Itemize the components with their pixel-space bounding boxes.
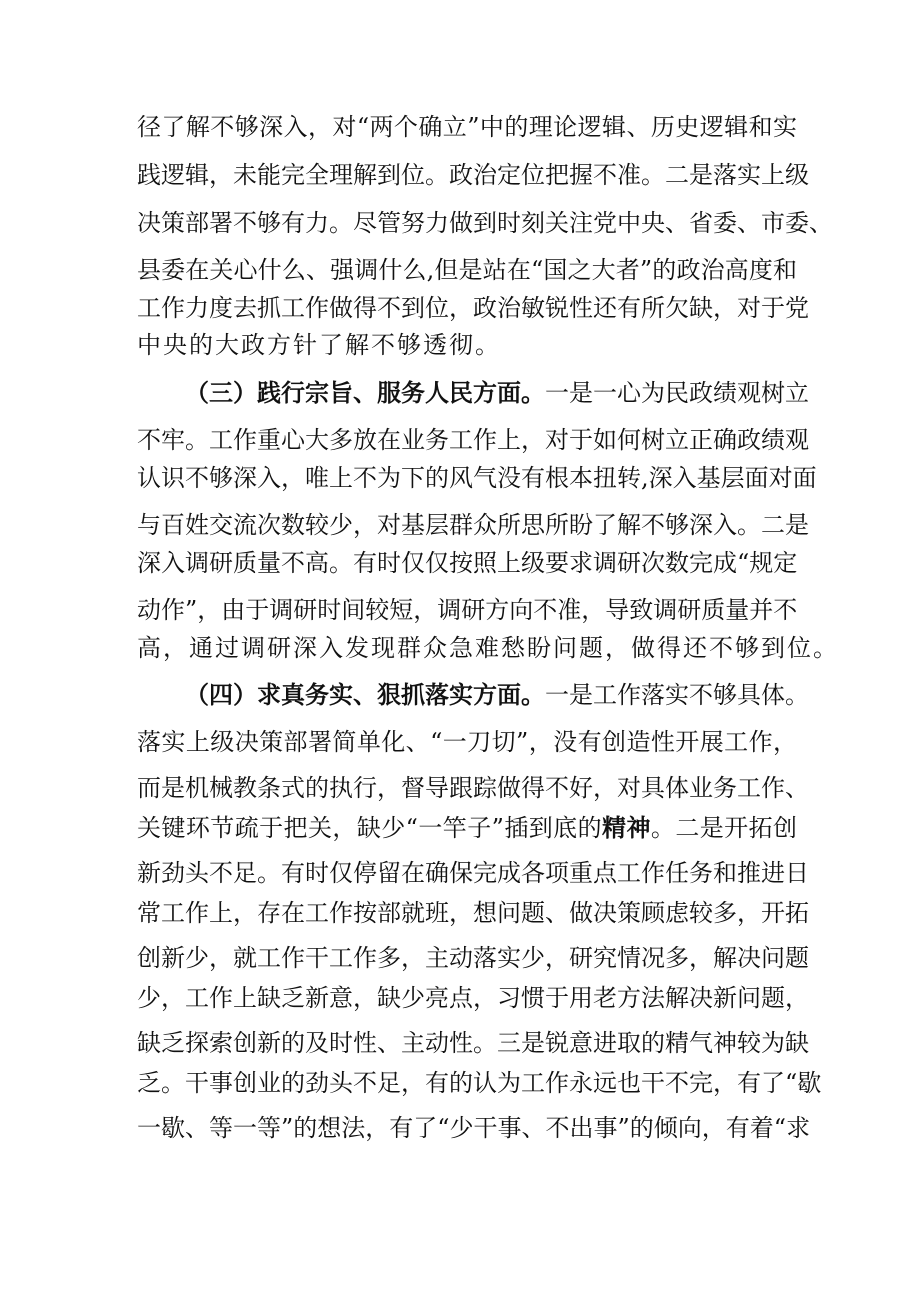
text-line: [137, 768, 809, 808]
bold-word: 精神: [602, 813, 651, 842]
line-text: 深入调研质量不高。有时仅仅按照上级要求调研次数完成“规定: [137, 549, 798, 577]
text-line: [137, 155, 809, 195]
line-text: 决策部署不够有力。尽管努力做到时刻关注党中央、省委、市委、: [137, 209, 833, 237]
line-text: 践逻辑，未能完全理解到位。政治定位把握不准。二是落实上级: [137, 161, 809, 189]
text-line: [137, 543, 797, 583]
line-text: 而是机械教条式的执行，督导跟踪做得不好，对具体业务工作、: [137, 774, 809, 802]
text-line: [137, 203, 833, 243]
text-line: [137, 325, 797, 365]
text-line: [137, 107, 797, 147]
section-heading: （三）践行宗旨、服务人民方面。: [185, 378, 545, 407]
text-line: [137, 250, 797, 290]
line-text: 中央的大政方针了解不够透彻。: [137, 331, 501, 359]
line-text: 新劲头不足。有时仅停留在确保完成各项重点工作任务和推进日: [137, 859, 809, 887]
text-line: [137, 505, 809, 545]
line-text: 一歇、等一等”的想法，有了“少干事、不出事”的倾向，有着“求: [137, 1114, 811, 1142]
section-heading-line: [185, 675, 809, 715]
line-text: 常工作上，存在工作按部就班，想问题、做决策顾虑较多，开拓: [137, 899, 809, 927]
line-text: 创新少，就工作干工作多，主动落实少，研究情况多，解决问题: [137, 944, 809, 972]
line-text: 关键环节疏于把关，缺少“一竿子”插到底的: [137, 814, 603, 842]
line-text: 乏。干事创业的劲头不足，有的认为工作永远也干不完，有了“歇: [137, 1069, 822, 1097]
line-text: 工作力度去抓工作做得不到位，政治敏锐性还有所欠缺，对于党: [137, 294, 809, 322]
text-line: [137, 458, 817, 498]
section-heading: （四）求真务实、狠抓落实方面。: [185, 680, 545, 709]
line-text: 径了解不够深入，对“两个确立”中的理论逻辑、历史逻辑和实: [137, 113, 797, 141]
section-heading-line: [185, 373, 809, 413]
line-text: 县委在关心什么、强调什么,但是站在“国之大者”的政治高度和: [137, 256, 797, 284]
text-line: [137, 893, 809, 933]
line-text: 动作”，由于调研时间较短，调研方向不准，导致调研质量并不: [137, 596, 798, 624]
text-line: [137, 420, 809, 460]
text-line: [137, 722, 797, 762]
text-line: [137, 628, 839, 668]
line-text: 一是一心为民政绩观树立: [545, 379, 809, 407]
text-line: [137, 1063, 822, 1103]
line-text: 认识不够深入，唯上不为下的风气没有根本扭转,深入基层面对面: [137, 464, 817, 492]
line-text: 与百姓交流次数较少，对基层群众所思所盼了解不够深入。二是: [137, 511, 809, 539]
text-line: [137, 808, 797, 848]
line-text: 少，工作上缺乏新意，缺少亮点，习惯于用老方法解决新问题，: [137, 984, 809, 1012]
line-text: 高，通过调研深入发现群众急难愁盼问题，做得还不够到位。: [137, 634, 839, 662]
text-line: [137, 1108, 811, 1148]
line-text: 落实上级决策部署简单化、“一刀切”，没有创造性开展工作，: [137, 728, 797, 756]
text-line: [137, 1023, 809, 1063]
line-text: 缺乏探索创新的及时性、主动性。三是锐意进取的精气神较为缺: [137, 1029, 809, 1057]
text-line: [137, 978, 809, 1018]
line-text: 不牢。工作重心大多放在业务工作上，对于如何树立正确政绩观: [137, 426, 809, 454]
text-line: [137, 938, 809, 978]
line-text: 。二是开拓创: [650, 814, 798, 842]
text-line: [137, 590, 797, 630]
line-text: 一是工作落实不够具体。: [545, 681, 809, 709]
text-line: [137, 288, 809, 328]
text-line: [137, 853, 809, 893]
